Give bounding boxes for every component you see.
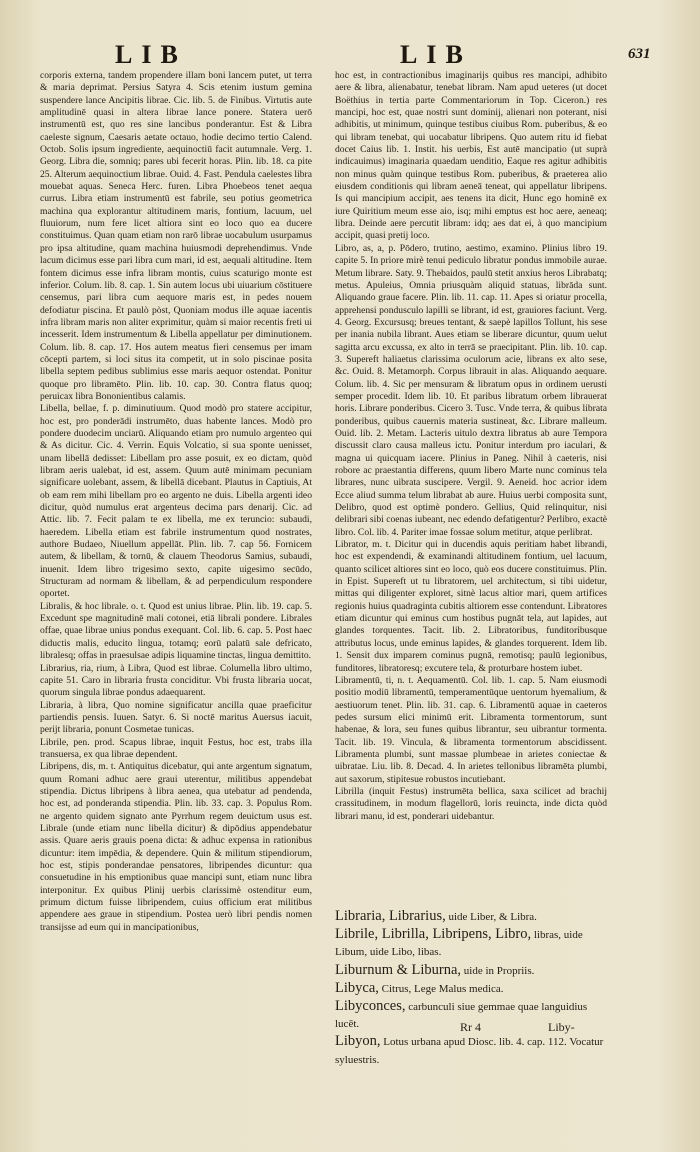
cross-reference-entry — [335, 926, 610, 961]
cross-reference-entry — [335, 980, 610, 998]
entry-gloss: uide in Propriis. — [461, 964, 535, 977]
catchword: Liby- — [548, 1020, 575, 1034]
cross-reference-entry — [335, 1033, 610, 1068]
entry-headword: Libyca, — [335, 979, 379, 996]
entry-gloss: libras, uide Libum, uide Libo, libas. — [335, 929, 583, 959]
entry-gloss: Lotus urbana apud Diosc. lib. 4. cap. 112. Vocatur syluestris. — [335, 1036, 604, 1066]
page-number: 631 — [628, 46, 651, 62]
running-head-right: LIB — [400, 40, 472, 69]
right-column — [335, 70, 607, 908]
entry-headword: Liburnum & Liburna, — [335, 961, 462, 978]
dictionary-entry-libraria: Libraria, à libra, Quo nomine significatur ancilla quae praeficitur partiendis pensis. Iuuen. Satyr. 6. Si noctē maritus Auersus iacuit, perijt libraria, ponunt Cosmetae tunicas. — [40, 699, 312, 736]
entry-gloss: carbunculi siue gemmae quae languidius lucēt. — [335, 1001, 588, 1031]
left-paragraph: corporis externa, tandem propendere illam boni lancem putet, ut terra & maria deprimat. Persius Satyra 4. Scis etenim iustum gemina suspendere lance Ancipitis librae. Cic. lib. 5. de Finibus. Virtutis aute amplitudinē quasi in altera librae lance ponere. Statera uerō instrumentū est, quo res sine lancibus ponderantur. Est & Libra caeleste signum, Caesaris aetate octauo, hodie decimo tertio Calend. Octob. Solis ipsum ingrediente, aequinoctiū facit autumnale. Verg. 1. Georg. Libra die, somniq; pares ubi fecerit horas. Plin. lib. 18. ca pite 25. Alterum aequinoctium librae. Ouid. 4. Fast. Pendula caelestes libra mouebat aquas. Seneca Herc. furen. Libra Phoebeos tenet aequa currus. Libra etiam instrumentū est fabrile, seu potius geometrica machina qua explorantur altitudinem maris, fontium, lacuum, uel fluuiorum, num fere licet altiora sint eo loco quo ea ducere constituimus. Quan quam etiam non rarō librae uocabulum usurpamus pro ipsa altitudine, quam machina huiusmodi deprehendimus. Vnde lacum dicimus esse pari libra cum mari, id est, aequali altitudine. Item fontem dicimus esse infra libram montis, cuius scaturigo monte est inferior. Colum. lib. 8. cap. 1. Sin autem locus ubi uiuarium cōstituere censemus, pari libra cum aequore maris est, in pedes nouem defodiatur piscina. Et paulò pòst, Quoniam modus ille aquae iacentis infra libram maris non aliter exprimitur, quàm si maior recentis freti ui incesserit. Idem instrumentum & Libella appellatur per diminutionem. Colum. lib. 8. cap. 17. Hos autem meatus fieri censemus per imam cōcepti partem, si loci situs ita competit, ut in solo piscinae posita libella septem pedibus sublimius esse maris aequor ostendat. Ponitur quoque pro libramēto. Plin. lib. 10. cap. 30. Contra flatus quoq; peruicax libra Bononientibus calamis. — [40, 70, 312, 402]
dictionary-entry-librile: Librile, pen. prod. Scapus librae, inquit Festus, hoc est, trabs illa transuersa, ex qua librae dependent. — [40, 736, 312, 760]
dictionary-entry-libripens: Libripens, dis, m. t. Antiquitus dicebatur, qui ante argentum signatum, quum Romani adhuc aere graui uterentur, militibus appendebat stipendia. Dictus libripens à libra aenea, qua utebatur ad pendenda, hoc est, ad ponderanda stipendia. Plin. lib. 33. cap. 3. Populus Rom. ne argento quidem signato ante Pyrrhum regem deuictum usus est. Librale (unde etiam nunc libella dicitur) & dipōdius appendebatur assis. Quare aeris grauis poena dicta: & adhuc expensa in rationibus dicuntur: item impēdia, & dependere. Quin & militum stipendiorum, hoc est, stipis ponderandae pensatores, libripendes dicuntur: qua consuetudine in his emptionibus quae mancipi sunt, etiam nunc libra interponitur. Ex quibus Plinij uerbis clarissimè ostenditur eum, primum dictum fuisse libripendem, cuius officium erat militibus appendere aes graue in stipendium. Postea uerò libri pendis nomen transijsse ad eum qui in mancipationibus, — [40, 761, 312, 933]
entry-gloss: Citrus, Lege Malus medica. — [378, 982, 504, 995]
left-column — [40, 70, 312, 1070]
dictionary-entry-librarius: Librarius, ria, rium, à Libra, Quod est librae. Columella libro ultimo, capite 51. Caro in libraria frusta conciditur. Vbi frusta libraria uocat, quorum singula librae pondus adaequarent. — [40, 662, 312, 699]
entry-headword: Libyconces, — [335, 998, 406, 1015]
cross-reference-entry — [335, 908, 610, 926]
dictionary-entry-librator: Librator, m. t. Dicitur qui in ducendis aquis peritiam habet librandi, hoc est expendendi, & examinandi altitudinem fontium, uel lacuum, quanto scilicet altiores sint eo loco, quò eos ducere constituimus. Plin. in Epist. Supereft ut tu libratorem, uel architectum, si tibi uidetur, mittas qui diligenter exploret, sitnè lacus altior mari, quem artifices regionis huius quadraginta cubitis altiorem esse contendunt. Libratores etiam dicuntur qui eminus cum hostibus pugnāt tela, aut lapides, aut glandes torquentes. Tacit. lib. 2. Libratoribus, funditoribusque attributus locus, unde eminus lapides, & glandes torquerent. Idem lib. 1. Sensit dux imparem cominus pugnā, remotisq; paulū legionibus, funditores, libratoresq; excutere tela, & proturbare hostem iubet. — [335, 539, 607, 674]
cross-reference-entry — [335, 962, 610, 980]
dictionary-entry-libro: Libro, as, a, p. Pōdero, trutino, aestimo, examino. Plinius libro 19. capite 5. In priore mirè tenui pediculo libratur pondus immobile aurae. Metum librare. Saty. 9. Thebaidos, paulū stetit anxius heros Librabatq; metus. Apuleius, Omnia priusquàm aliquid statuas, librāda sunt. Aliquando graue facere. Plin. lib. 11. cap. 11. Apes si oriatur procella, apprehensi pondusculo lapilli se librant, id est, grauiores faciunt. Verg. 4. Georg. Excursusq; breues tentant, & saepè lapillos Tollunt, his sese per inania nubila librant. Aues etiam se liberare dicuntur, quum uelut sagitta arcu excussa, ex alto in terrā se praecipitant. Plin. lib. 10. cap. 3. Supereft haliaetus clarissima oculorum acie, librans ex alto sese, &c. Ouid. 8. Metamorph. Corpus librauit in alas. Aliquando aequare. Colum. lib. 4. Sic per mensuram & libratum opus in ordinem uerusti semper procedit. Idem lib. 10. Et paribus libratum orbem librauerat horis. Librare ponderibus. Cicero 3. Tusc. Vnde terra, & quibus librata ponderibus, quibus cauernis materia sustineat, &c. Librare malleum. Ouid. lib. 2. Metam. Lacteris uitulo dextra libratus ab aure Tempora discussit claro causa malleus ictu. Ponitur interdum pro iaculari, & magna ui quicquam iacere. Plinius in Paneg. Nihil à caeteris, nisi robore ac praestantia differens, quum libero Marte nunc cominus tela librares, nunc uibrata suscipere. Vergil. 9. Aeneid. hoc acrior idem Ecce aliud summa telum librabat ab aure. Huius uerbi composita sunt, Delibro, quod est optimè pondero. Gellius, Quid relinquitur, nisi delibrari sibi coenas iubeant, nec edendo defatigentur? Perlibro, exactè libro. Col. lib. 4. Pariter imae fossae solum metitur, atque perlibrat. — [335, 242, 607, 538]
entry-headword: Libyon, — [335, 1033, 381, 1050]
dictionary-entry-librilla: Librilla (inquit Festus) instrumēta bellica, saxa scilicet ad brachij crassitudinem, in modum flagellorū, loris reuincta, inde dicta quòd librari manu, id est, ponderari uidebantur. — [335, 785, 607, 822]
entry-gloss: uide Liber, & Libra. — [445, 911, 537, 923]
entry-headword: Librile, Librilla, Libripens, Libro, — [335, 926, 532, 943]
signature-mark: Rr 4 — [460, 1020, 481, 1034]
dictionary-entry-libralis: Libralis, & hoc librale. o. t. Quod est unius librae. Plin. lib. 19. cap. 5. Excedunt spe magnitudinē mali cotonei, etiā librali pondere. Librales offae, quae librae unius pondus exequant. Col. lib. 6. cap. 5. Post haec diductis malis, educito lingua, totamq; eorū palatū sale defricato, libralesq; offas in praesulsae adipis liquamine tinctas, lingua demittito. — [40, 600, 312, 662]
right-paragraph: hoc est, in contractionibus imaginarijs quibus res mancipi, adhibito aere & libra, alienabatur, tenebat libram. Nam apud ueteres (ut docet Boëthius in tertia parte Commentariorum in Top. Ciceron.) res mancipi, hoc est, quae nostri sunt dominij, alienari non poterant, nisi adhibitis, ut minimum, quinque testibus ciuibus Rom. puberibus, & eo qui libram tenebat, qui uocabatur libripens. Quo autem ritu id fiebat docet Caius lib. 1. Instit. his uerbis, Est autē mancipatio (ut suprà indicauimus) imaginaria quaedam uenditio, Eaque res agitur adhibitis non minus quàm quinque testibus Rom. puberibus, & praeterea alio eiusdem conditionis qui libram aeneā teneat, qui appellatur libripens. Is qui mancipium accipit, aes tenens ita dicit, Hunc ego hominē ex iure Quiritium meum esse aio, isq; mihi emptus est hoc aere, aeneaq; libra. Deinde aere percutit libram: idq; aes dat ei, à quo mancipium accipit, quasi pretij loco. — [335, 70, 607, 242]
entry-headword: Libraria, Librarius, — [335, 908, 446, 924]
dictionary-entry-libella: Libella, bellae, f. p. diminutiuum. Quod modò pro statere accipitur, hoc est, pro ponderādi instrumēto, duas habente lances. Modò pro pondere duodecim unciarū. Aliquando etiam pro numulo argenteo qui & As dicitur. Cic. 4. Verrin. Equis Volcatio, si sua sponte uenisset, unam libellā dedisset: Libellam pro asse posuit, ex eo dictam, quòd libram aeris ualebat, id est, assem. Quum autē minimam pecuniam significare uolebant, assem, & libellā dicebant. Plautus in Captiuis, At ob eam rem mihi libellam pro eo argento ne duis. Libella argenti ideo dicitur, quòd numulus erat argenteus decima pars denarij. Cic. ad Attic. lib. 7. Fecit palam te ex libella, me ex teruncio: subaudi, haeredem. Libella etiam est fabrile instrumentum quod nostrates, authore Budaeo, Niuellum appellāt. Plin. lib. 7. cap 56. Fornicem autem, & libellam, & tornū, & clauem Theodorus Samius, subaudi, inuenit. Idem libro trigesimo sexto, capite uigesimo secūdo, Structuram ad normam & libellam, & ad perpendiculum respondere oportet. — [40, 403, 312, 600]
running-head-left: LIB — [115, 40, 187, 69]
dictionary-entry-libramentum: Libramentū, ti, n. t. Aequamentū. Col. lib. 1. cap. 5. Nam eiusmodi positio modiū libramentū, temperamentūque uentorum hyemalium, & aestiuorum tenet. Plin. lib. 31. cap. 6. Libramentū aquae in caeteros pedes sursum elici minimū erit. Libramenta tormentorum, sunt habenae, & lora, seu funes quibus librantur, seu uibrantur tormenta. Tacit. lib. 19. Vincula, & libramenta tormentorum abscidissent. Libramenta plumbi, sunt massae plumbeae in arietes coniectae & uibratae. Liu. lib. 8. Decad. 4. In arietes tellonibus libramēta plumbi, aut saxorum, stipitesue robustos incutiebant. — [335, 674, 607, 785]
cross-reference-entries — [335, 908, 610, 1069]
